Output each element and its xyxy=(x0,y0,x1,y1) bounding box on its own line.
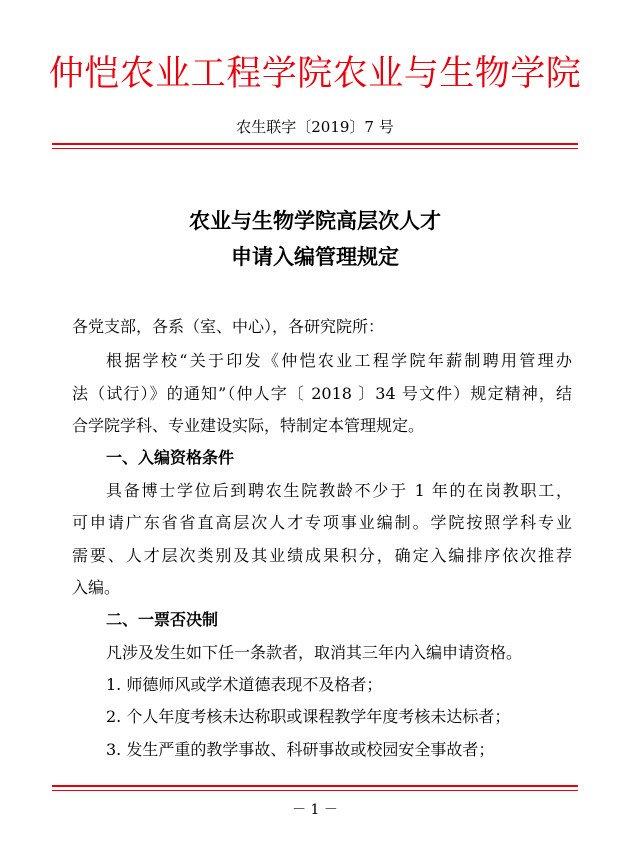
section-paragraph-line: 需要、人才层次类别及其业绩成果积分，确定入编排序依次推荐 xyxy=(72,546,572,565)
intro-paragraph-line: 法（试行）》的通知”（仲人字〔 2018 〕34 号文件）规定精神，结 xyxy=(72,384,572,403)
document-title-line-1: 农业与生物学院高层次人才 xyxy=(189,209,441,233)
header-divider-thin xyxy=(52,148,578,149)
veto-item: 1. 师德师风或学术道德表现不及格者； xyxy=(106,675,383,694)
veto-item: 3. 发生严重的教学事故、科研事故或校园安全事故者； xyxy=(106,740,495,759)
section-paragraph-line: 入编。 xyxy=(72,578,121,597)
salutation: 各党支部，各系（室、中心），各研究院所： xyxy=(72,317,385,336)
institution-header: 仲恺农业工程学院农业与生物学院 xyxy=(48,54,582,94)
intro-paragraph-line: 根据学校“关于印发《仲恺农业工程学院年薪制聘用管理办 xyxy=(106,351,572,370)
header-divider-thick xyxy=(52,143,578,145)
document-title-line-2: 申请入编管理规定 xyxy=(231,245,399,269)
footer-divider-thick xyxy=(52,785,578,787)
veto-intro: 凡涉及发生如下任一条款者，取消其三年内入编申请资格。 xyxy=(106,643,523,662)
footer-divider-thin xyxy=(52,790,578,791)
veto-item: 2. 个人年度考核未达称职或课程教学年度考核未达标者； xyxy=(106,707,511,726)
section-heading-eligibility: 一、入编资格条件 xyxy=(106,448,235,467)
section-paragraph-line: 可申请广东省省直高层次人才专项事业编制。学院按照学科专业 xyxy=(72,513,572,532)
section-heading-veto: 二、一票否决制 xyxy=(106,610,219,629)
document-number: 农生联字〔2019〕7 号 xyxy=(236,118,394,136)
section-paragraph-line: 具备博士学位后到聘农生院教龄不少于 1 年的在岗教职工， xyxy=(106,481,572,500)
intro-paragraph-line: 合学院学科、专业建设实际，特制定本管理规定。 xyxy=(72,416,425,435)
page-number: － 1 － xyxy=(292,802,338,818)
